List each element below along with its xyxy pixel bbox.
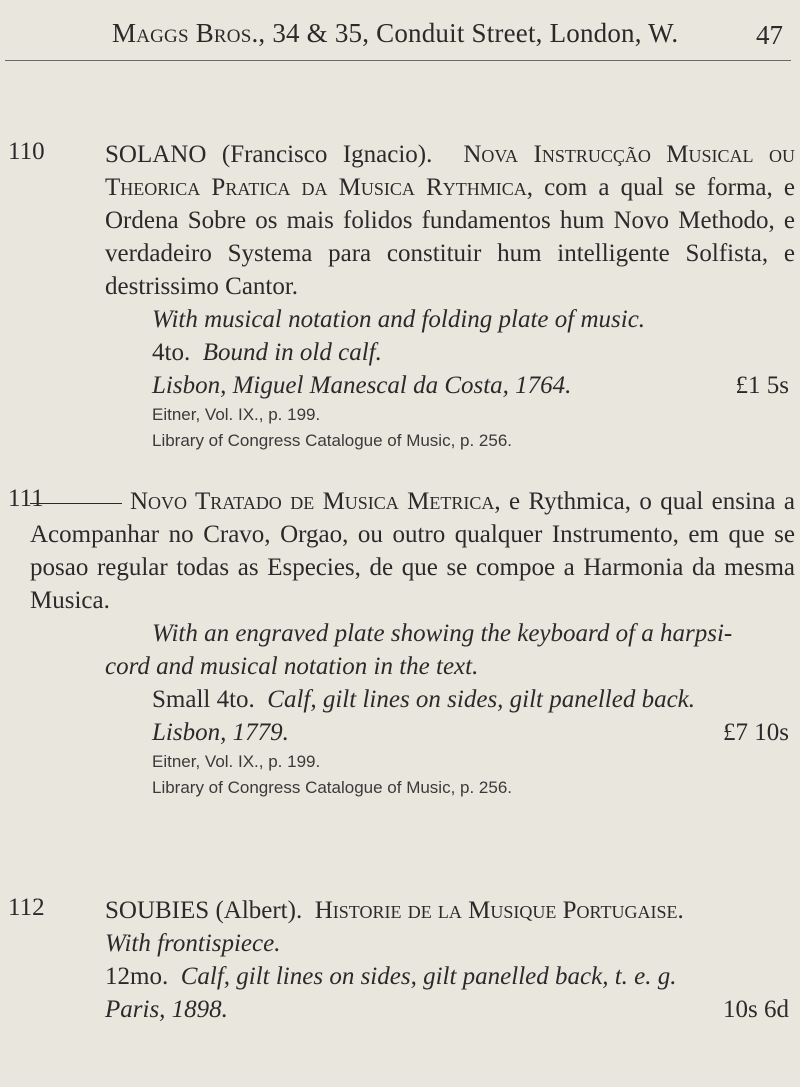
entry-note: With frontispiece. [105,930,281,957]
entry-title-main: Novo Tratado de Musica Metrica [130,488,495,515]
header-firm: Maggs Bros. [112,18,259,48]
entry-price: £1 5s [735,372,789,399]
entry-author: SOUBIES [105,897,210,924]
entry-reference: Library of Congress Catalogue of Music, p. 256. [152,431,513,450]
entry-title: SOLANO (Francisco Ignacio). Nova Instrucção Musical ou Theorica Pratica da Musica Rythmica, com a qual se forma, e Ordena Sobre os mais folidos fundamentos hum Novo Methodo, e verdadeiro Systema para constituir hum intelligente Solfista, e destrissimo Cantor. [105,141,795,300]
entry-imprint: Lisbon, Miguel Manescal da Costa, 1764. £1 5s [105,369,795,402]
page-header [0,18,800,64]
entry-format-binding: 4to. Bound in old calf. [152,339,382,366]
entry-author: SOLANO [105,141,207,168]
entry-note: With musical notation and folding plate of music. [152,306,646,333]
entry-body [105,894,795,1026]
entry-reference: Library of Congress Catalogue of Music, p. 256. [152,778,513,797]
entry-body [30,485,795,801]
header-title [112,18,678,49]
entry-reference: Eitner, Vol. IX., p. 199. [152,752,321,771]
entry-imprint: Paris, 1898. 10s 6d [105,993,795,1026]
entry-body [105,138,795,454]
ditto-dash [30,503,122,504]
entry-price: £7 10s [723,719,789,746]
entry-number: 112 [8,894,45,921]
entry-number: 111 [8,485,44,512]
entry-reference: Eitner, Vol. IX., p. 199. [152,405,321,424]
entry-number: 110 [8,138,45,165]
entry-note: With an engraved plate showing the keyboard of a harpsi- [152,620,733,647]
entry-title-main: Nova Instrucção Musical ou Theorica Pratica da Musica Rythmica [105,141,795,201]
entry-price: 10s 6d [723,996,789,1023]
entry-format-binding: 12mo. Calf, gilt lines on sides, gilt panelled back, t. e. g. [105,963,677,990]
entry-title-main: Historie de la Musique Portugaise. [314,897,684,924]
header-address: , 34 & 35, Conduit Street, London, W. [258,18,679,48]
entry-imprint: Lisbon, 1779. £7 10s [105,716,795,749]
entry-format-binding: Small 4to. Calf, gilt lines on sides, gilt panelled back. [152,686,696,713]
entry-title: Novo Tratado de Musica Metrica, e Rythmica, o qual ensina a Acompanhar no Cravo, Orgao, ou outro qualquer Instrumento, em que se posao regular todas as Especies, de que se compoe a Harmonia da mesma Musica. [30,488,795,614]
entry-note-cont: cord and musical notation in the text. [105,653,479,680]
entry-title: SOUBIES (Albert). Historie de la Musique Portugaise. [105,897,684,924]
header-rule [5,60,791,61]
page-number: 47 [756,20,783,50]
